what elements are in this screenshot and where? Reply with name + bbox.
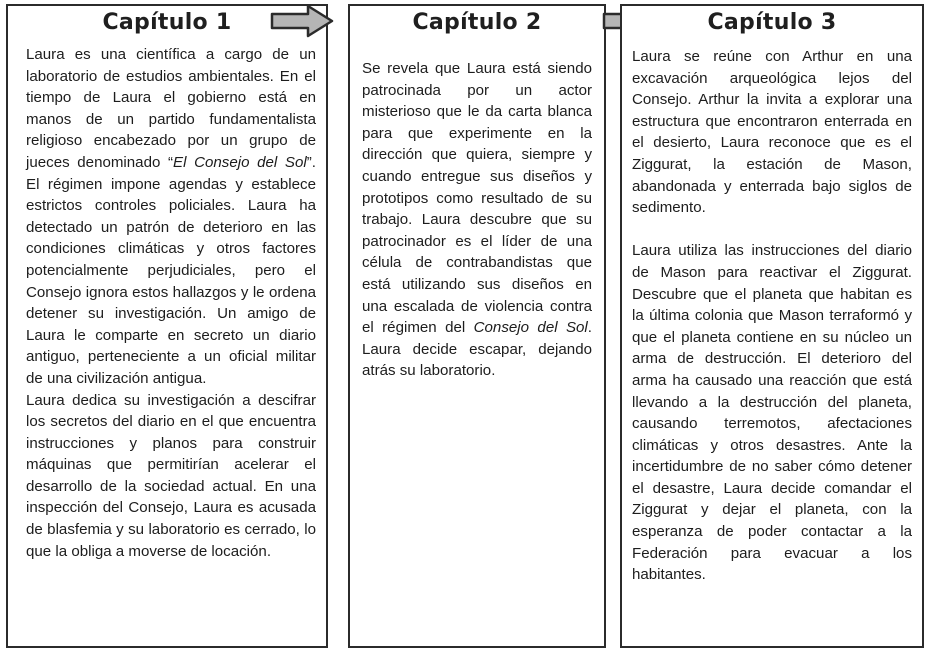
chapter-2-title: Capítulo 2 xyxy=(412,10,542,35)
chapter-1-panel xyxy=(6,4,328,648)
chapter-1-paragraph-1 xyxy=(26,44,316,390)
chapter-2-panel xyxy=(348,4,606,648)
chapter-3-body xyxy=(622,38,922,586)
right-arrow-icon xyxy=(270,4,334,38)
chapter-2-paragraph-1 xyxy=(362,58,592,382)
chapter-1-paragraph-1-text-b: ”. El régimen impone agendas y establece estrictos controles policiales. Laura ha detectado un patrón de deterioro en las condiciones climáticas y otros factores potencialmente perjudiciales, pero el Consejo ignora estos hallazgos y le ordena detener su investigación. Un amigo de Laura le comparte en secreto un diario antiguo, perteneciente a un oficial militar de una civilización antigua. xyxy=(26,153,316,387)
chapter-2-body xyxy=(350,38,604,382)
chapter-1-paragraph-2: Laura dedica su investigación a descifrar los secretos del diario en el que encuentra instrucciones y planos para construir máquinas que permitirían acelerar el desarrollo de la sociedad actual. En una inspección del Consejo, Laura es acusada de blasfemia y su laboratorio es cerrado, lo que la obliga a moverse de locación. xyxy=(26,391,316,560)
chapter-1-body xyxy=(8,38,326,562)
chapter-2-council-name: Consejo del Sol xyxy=(473,319,588,337)
chapter-3-paragraph-1: Laura se reúne con Arthur en una excavación arqueológica lejos del Consejo. Arthur la invita a explorar una estructura que encontraron enterrada en el desierto, Laura reconoce que es el Ziggurat, la estación de Mason, abandonada y enterrada bajo siglos de sedimento. xyxy=(632,48,912,217)
chapter-3-paragraph-2: Laura utiliza las instrucciones del diario de Mason para reactivar el Ziggurat. Descubre que el planeta que habitan es la última colonia que Mason terraformó y que el planeta contiene en su núcleo un arma de destrucción. El deterioro del arma ha causado una reacción que está llevando a la destrucción del planeta, causando terremotos, afectaciones climáticas y otros desastres. Ante la incertidumbre de no saber cómo detener el desastre, Laura decide comandar el Ziggurat y dejar el planeta, con la esperanza de poder contactar a la Federación para evacuar a los habitantes. xyxy=(632,242,912,584)
chapter-3-title: Capítulo 3 xyxy=(707,10,837,35)
paragraph-spacer xyxy=(632,219,912,241)
chapter-1-council-name: El Consejo del Sol xyxy=(173,153,307,171)
chapter-2-paragraph-1-text-a: Se revela que Laura está siendo patrocinada por un actor misterioso que le da carta blanca para que experimente en la dirección que quiera, siempre y cuando entregue sus diseños y prototipos como resultado de su trabajo. Laura descubre que su patrocinador es el líder de una célula de contrabandistas que está utilizando sus diseños en una escalada de violencia contra el régimen del xyxy=(362,60,592,337)
chapter-1-paragraph-1-text-a: Laura es una científica a cargo de un laboratorio de estudios ambientales. En el tiempo de Laura el gobierno está en manos de un partido fundamentalista religioso encabezado por un grupo de jueces denominado “ xyxy=(26,46,316,171)
chapter-1-title: Capítulo 1 xyxy=(102,10,232,35)
chapter-3-panel xyxy=(620,4,924,648)
chapter-2-paragraph-1-text-b: . Laura decide escapar, dejando atrás su laboratorio. xyxy=(362,319,592,380)
